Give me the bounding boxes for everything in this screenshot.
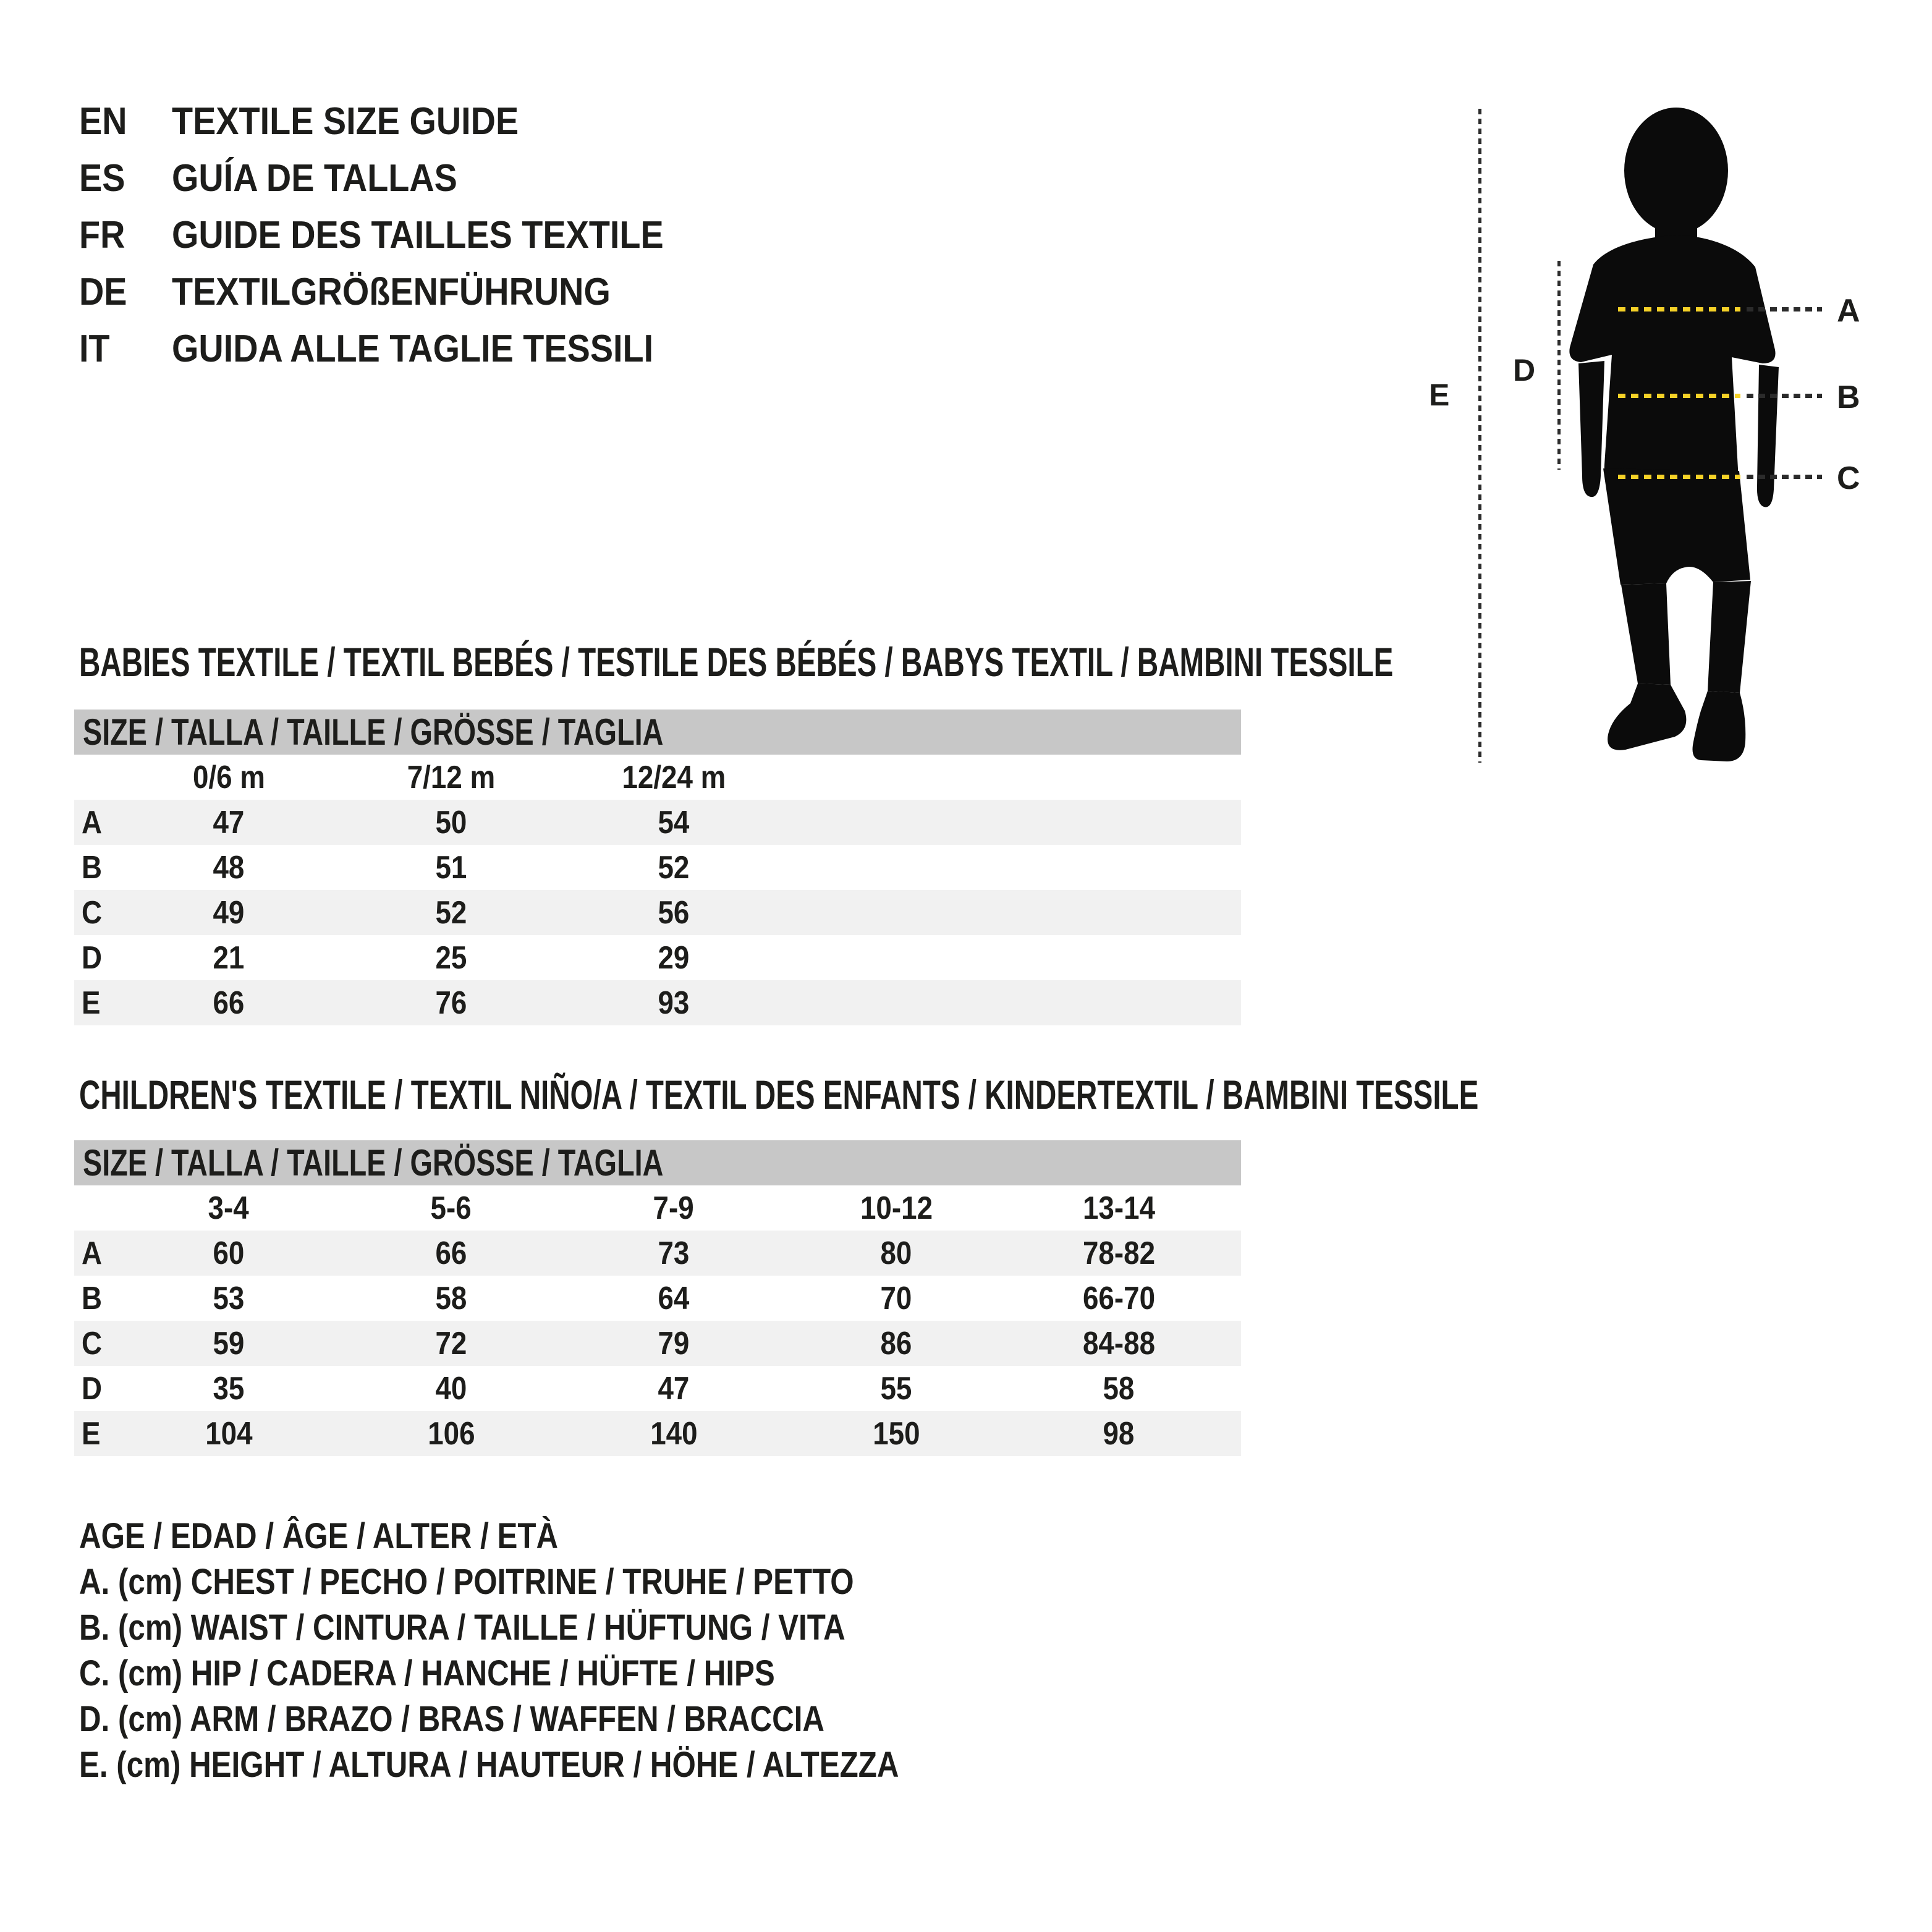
language-title-fr — [172, 213, 718, 257]
cell-text: 98 — [1103, 1415, 1135, 1452]
children-col-header — [785, 1190, 1007, 1227]
cell-text: 25 — [435, 939, 467, 976]
table-cell — [1007, 1370, 1230, 1407]
table-cell — [562, 894, 785, 931]
cell-text: 106 — [427, 1415, 475, 1452]
language-code-text: EN — [79, 100, 127, 143]
cell-text: 53 — [213, 1280, 245, 1316]
cell-text: 84-88 — [1082, 1325, 1155, 1362]
row-label — [74, 985, 117, 1022]
babies-section-title-text: BABIES TEXTILE / TEXTIL BEBÉS / TESTILE DES BÉBÉS / BABYS TEXTIL / BAMBINI TESSILE — [79, 639, 1394, 685]
row-label-text: B — [82, 1280, 103, 1316]
children-size-header-text: SIZE / TALLA / TAILLE / GRÖSSE / TAGLIA — [83, 1142, 664, 1184]
row-label-text: C — [82, 894, 103, 931]
language-title-text: GUÍA DE TALLAS — [172, 156, 457, 200]
children-col-header-text: 10-12 — [860, 1190, 933, 1226]
table-row — [74, 845, 1241, 890]
row-label — [74, 1325, 117, 1362]
table-cell — [117, 1235, 340, 1272]
children-size-table — [74, 1140, 1241, 1456]
figure-label-a: A — [1837, 293, 1860, 329]
row-label — [74, 1415, 117, 1452]
legend-item-c — [79, 1650, 1044, 1696]
table-cell — [340, 1325, 562, 1362]
table-cell — [340, 1370, 562, 1407]
language-title-de — [172, 270, 659, 314]
children-col-header — [562, 1190, 785, 1227]
table-row — [74, 890, 1241, 935]
table-cell — [1007, 1280, 1230, 1317]
language-code-fr — [79, 213, 172, 257]
babies-col-header — [340, 759, 562, 796]
table-cell — [785, 1325, 1007, 1362]
table-cell — [785, 1370, 1007, 1407]
cell-text: 49 — [213, 894, 245, 931]
babies-size-header-text: SIZE / TALLA / TAILLE / GRÖSSE / TAGLIA — [83, 711, 664, 753]
legend-item-d — [79, 1696, 1044, 1742]
table-cell — [340, 849, 562, 886]
table-cell — [562, 1325, 785, 1362]
language-title-text: GUIDA ALLE TAGLIE TESSILI — [172, 327, 654, 370]
table-cell — [1007, 1325, 1230, 1362]
measure-line-c-yellow — [1618, 475, 1740, 479]
children-col-header-text: 13-14 — [1082, 1190, 1155, 1226]
table-row — [74, 1366, 1241, 1411]
table-cell — [340, 894, 562, 931]
language-code-de — [79, 270, 172, 314]
measurement-legend — [79, 1513, 1044, 1787]
row-label — [74, 894, 117, 931]
language-title-es — [172, 156, 489, 200]
row-label — [74, 849, 117, 886]
cell-text: 51 — [435, 849, 467, 886]
language-row-it — [79, 320, 718, 377]
table-row — [74, 1321, 1241, 1366]
cell-text: 21 — [213, 939, 245, 976]
table-cell — [117, 939, 340, 977]
legend-text: AGE / EDAD / ÂGE / ALTER / ETÀ — [79, 1515, 559, 1556]
babies-col-header — [117, 759, 340, 796]
legend-text: D. (cm) ARM / BRAZO / BRAS / WAFFEN / BRACCIA — [79, 1698, 825, 1739]
table-cell — [562, 849, 785, 886]
measure-line-b-dark — [1747, 394, 1822, 398]
legend-text: E. (cm) HEIGHT / ALTURA / HAUTEUR / HÖHE / ALTEZZA — [79, 1744, 899, 1785]
babies-column-header-row — [74, 755, 1241, 800]
table-cell — [562, 1235, 785, 1272]
cell-text: 66 — [435, 1235, 467, 1271]
table-cell — [562, 1370, 785, 1407]
language-code-text: DE — [79, 270, 127, 313]
babies-col-header — [562, 759, 785, 796]
babies-size-header-band — [74, 710, 1241, 755]
babies-section-title — [79, 640, 1904, 684]
legend-text: A. (cm) CHEST / PECHO / POITRINE / TRUHE / PETTO — [79, 1561, 854, 1602]
babies-col-header-text: 7/12 m — [407, 759, 496, 795]
legend-item-b — [79, 1604, 1044, 1650]
cell-text: 56 — [658, 894, 690, 931]
babies-col-header-text: 0/6 m — [192, 759, 265, 795]
silhouette-right-shoe — [1693, 691, 1746, 761]
children-col-header — [1007, 1190, 1230, 1227]
row-label — [74, 939, 117, 977]
cell-text: 150 — [872, 1415, 920, 1452]
cell-text: 64 — [658, 1280, 690, 1316]
table-cell — [562, 985, 785, 1022]
measure-line-b-yellow — [1618, 394, 1740, 398]
row-label-text: E — [82, 1415, 101, 1452]
table-cell — [340, 939, 562, 977]
cell-text: 50 — [435, 804, 467, 841]
table-cell — [117, 1415, 340, 1452]
children-size-header-band — [74, 1140, 1241, 1185]
table-cell — [117, 1280, 340, 1317]
cell-text: 66 — [213, 985, 245, 1021]
language-row-es — [79, 150, 718, 206]
table-row — [74, 1231, 1241, 1276]
language-title-it — [172, 327, 707, 371]
language-code-text: FR — [79, 213, 125, 256]
cell-text: 86 — [880, 1325, 912, 1362]
cell-text: 140 — [650, 1415, 698, 1452]
cell-text: 76 — [435, 985, 467, 1021]
legend-age-line — [79, 1513, 1044, 1559]
table-cell — [340, 804, 562, 841]
row-label — [74, 1370, 117, 1407]
table-cell — [340, 1235, 562, 1272]
cell-text: 59 — [213, 1325, 245, 1362]
language-row-de — [79, 263, 718, 320]
table-cell — [562, 939, 785, 977]
table-row — [74, 800, 1241, 845]
cell-text: 52 — [435, 894, 467, 931]
measure-line-d-vertical — [1557, 261, 1561, 470]
table-cell — [340, 1415, 562, 1452]
legend-item-a — [79, 1559, 1044, 1604]
table-cell — [117, 804, 340, 841]
language-code-text: ES — [79, 156, 125, 200]
legend-item-e — [79, 1742, 1044, 1787]
children-col-header-text: 7-9 — [653, 1190, 695, 1226]
cell-text: 40 — [435, 1370, 467, 1407]
language-title-en — [172, 100, 557, 143]
language-title-text: TEXTILE SIZE GUIDE — [172, 100, 519, 143]
table-cell — [117, 1370, 340, 1407]
row-label-text: D — [82, 1370, 103, 1407]
row-label — [74, 1235, 117, 1272]
table-cell — [117, 985, 340, 1022]
cell-text: 66-70 — [1082, 1280, 1155, 1316]
row-label-text: D — [82, 939, 103, 976]
figure-label-e: E — [1429, 378, 1450, 412]
table-cell — [340, 1280, 562, 1317]
legend-text: B. (cm) WAIST / CINTURA / TAILLE / HÜFTUNG / VITA — [79, 1607, 845, 1648]
table-cell — [117, 849, 340, 886]
children-col-header — [340, 1190, 562, 1227]
table-row — [74, 980, 1241, 1025]
legend-text: C. (cm) HIP / CADERA / HANCHE / HÜFTE / HIPS — [79, 1653, 775, 1693]
children-col-header-text: 5-6 — [430, 1190, 472, 1226]
measure-line-a-dark — [1747, 307, 1822, 311]
figure-label-b: B — [1837, 379, 1860, 415]
silhouette-shorts — [1603, 468, 1750, 585]
table-cell — [562, 1280, 785, 1317]
language-code-text: IT — [79, 327, 110, 370]
children-column-header-row — [74, 1185, 1241, 1231]
cell-text: 60 — [213, 1235, 245, 1271]
table-cell — [117, 1325, 340, 1362]
table-cell — [785, 1235, 1007, 1272]
table-row — [74, 1411, 1241, 1456]
measure-line-a-yellow — [1618, 307, 1740, 311]
table-cell — [340, 985, 562, 1022]
cell-text: 79 — [658, 1325, 690, 1362]
table-cell — [785, 1280, 1007, 1317]
babies-col-header-text: 12/24 m — [622, 759, 726, 795]
cell-text: 78-82 — [1082, 1235, 1155, 1271]
cell-text: 48 — [213, 849, 245, 886]
row-label — [74, 804, 117, 841]
language-code-it — [79, 327, 172, 371]
language-title-text: TEXTILGRÖßENFÜHRUNG — [172, 270, 611, 313]
table-cell — [562, 1415, 785, 1452]
cell-text: 54 — [658, 804, 690, 841]
silhouette-head — [1624, 108, 1728, 234]
cell-text: 58 — [435, 1280, 467, 1316]
language-code-es — [79, 156, 172, 200]
cell-text: 52 — [658, 849, 690, 886]
cell-text: 47 — [658, 1370, 690, 1407]
language-code-en — [79, 100, 172, 143]
cell-text: 70 — [880, 1280, 912, 1316]
table-cell — [1007, 1415, 1230, 1452]
cell-text: 104 — [205, 1415, 253, 1452]
cell-text: 93 — [658, 985, 690, 1021]
children-col-header — [117, 1190, 340, 1227]
children-section-title-text: CHILDREN'S TEXTILE / TEXTIL NIÑO/A / TEXTIL DES ENFANTS / KINDERTEXTIL / BAMBINI TESSILE — [79, 1072, 1479, 1117]
table-row — [74, 935, 1241, 980]
cell-text: 55 — [880, 1370, 912, 1407]
language-title-text: GUIDE DES TAILLES TEXTILE — [172, 213, 664, 256]
row-label-text: C — [82, 1325, 103, 1362]
silhouette-left-shoe — [1608, 684, 1686, 750]
table-cell — [785, 1415, 1007, 1452]
cell-text: 80 — [880, 1235, 912, 1271]
row-label-text: E — [82, 985, 101, 1021]
cell-text: 58 — [1103, 1370, 1135, 1407]
children-section-title — [79, 1073, 1932, 1116]
cell-text: 47 — [213, 804, 245, 841]
language-row-fr — [79, 206, 718, 263]
table-cell — [1007, 1235, 1230, 1272]
measure-line-c-dark — [1747, 475, 1822, 479]
language-row-en — [79, 93, 718, 150]
cell-text: 72 — [435, 1325, 467, 1362]
figure-label-c: C — [1837, 460, 1860, 496]
row-label-text: B — [82, 849, 103, 886]
children-col-header-text: 3-4 — [208, 1190, 250, 1226]
table-cell — [562, 804, 785, 841]
cell-text: 35 — [213, 1370, 245, 1407]
cell-text: 29 — [658, 939, 690, 976]
table-cell — [117, 894, 340, 931]
table-row — [74, 1276, 1241, 1321]
figure-label-d: D — [1513, 353, 1536, 388]
cell-text: 73 — [658, 1235, 690, 1271]
silhouette-left-arm — [1578, 361, 1604, 497]
row-label — [74, 1280, 117, 1317]
language-title-list — [79, 93, 718, 377]
babies-size-table — [74, 710, 1241, 1025]
row-label-text: A — [82, 804, 103, 841]
row-label-text: A — [82, 1235, 103, 1271]
silhouette-right-arm — [1757, 365, 1779, 507]
